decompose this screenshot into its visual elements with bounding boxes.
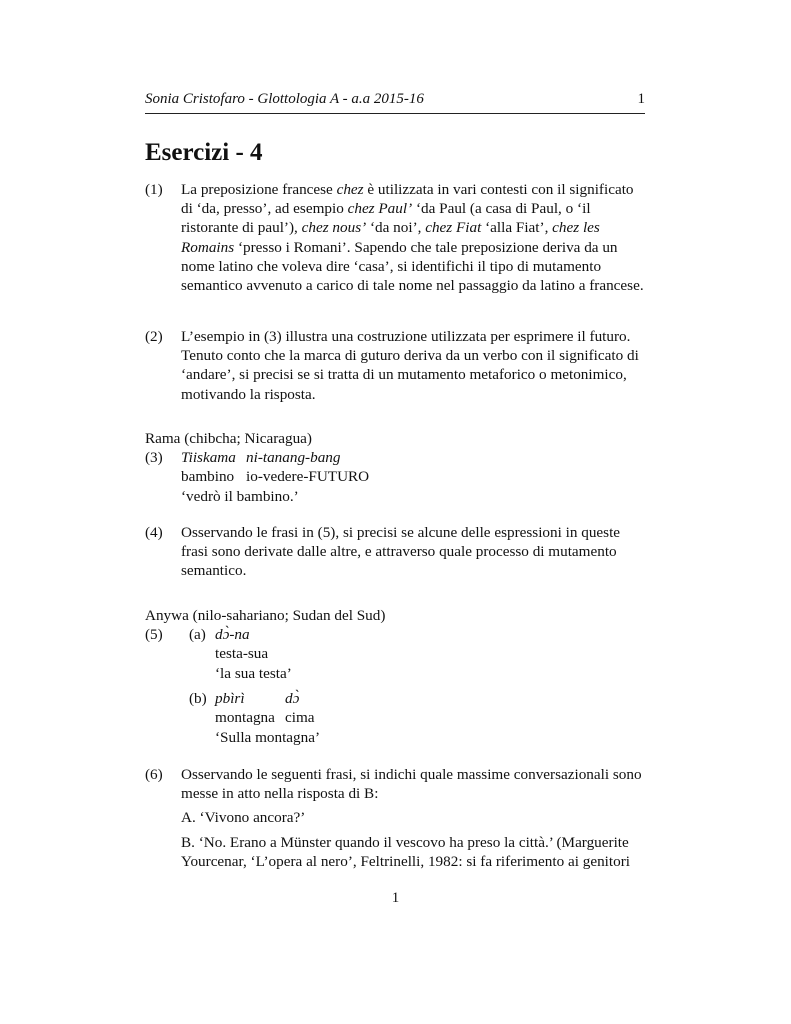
example-3-gloss-1: bambino <box>181 468 235 485</box>
exercise-2-number: (2) <box>145 328 163 345</box>
example-3-word-1: Tiiskama <box>181 449 236 466</box>
exercise-6-number: (6) <box>145 766 163 783</box>
example-5a-word: dɔ̀-na <box>215 626 250 643</box>
language-label-anywa: Anywa (nilo-sahariano; Sudan del Sud) <box>145 607 386 624</box>
example-5b-gloss-1: montagna <box>215 709 275 726</box>
example-5a-translation: ‘la sua testa’ <box>215 665 292 682</box>
example-3-gloss-2: io-vedere-FUTURO <box>246 468 370 485</box>
exercise-6-speaker-a: A. ‘Vivono ancora?’ <box>181 809 306 826</box>
example-5a-gloss: testa-sua <box>215 645 269 662</box>
exercise-2-text: L’esempio in (3) illustra una costruzione utilizzata per esprimere il futuro. Tenuto conto che la marca di guturo deriva da un verbo con il significato di ‘andare’, si precisi se si tratta di un mutamento metaforico o metonimico, motivando la risposta. <box>181 328 639 403</box>
exercise-4-text: Osservando le frasi in (5), si precisi se alcune delle espressioni in queste frasi sono derivate dalle altre, e attraverso quale processo di mutamento semantico. <box>181 524 621 580</box>
example-5b-word-1: pbìrì <box>215 690 245 707</box>
running-header <box>145 91 645 114</box>
example-5b-word-2: dɔ̀ <box>285 690 300 707</box>
exercise-1-text: La preposizione francese chez è utilizzata in vari contesti con il significato di ‘da, presso’, ad esempio chez Paul’ ‘da Paul (a casa di Paul, o ‘il ristorante di paul’), chez nous’ ‘da noi’, chez Fiat ‘alla Fiat’, chez les Romains ‘presso i Romani’. Sapendo che tale preposizione deriva da un nome latino che voleva dire ‘casa’, si identifichi il tipo di mutamento semantico avvenuto a carico di tale nome nel passaggio da latino a francese. <box>181 181 644 295</box>
example-5b-gloss-2: cima <box>285 709 315 726</box>
example-3-translation: ‘vedrò il bambino.’ <box>181 488 299 505</box>
example-3-number: (3) <box>145 449 163 466</box>
example-5-number: (5) <box>145 626 163 643</box>
exercise-6-text: Osservando le seguenti frasi, si indichi quale massime conversazionali sono messe in atto nella risposta di B: <box>181 766 642 803</box>
example-5b-translation: ‘Sulla montagna’ <box>215 729 321 746</box>
example-5a-label: (a) <box>189 626 206 643</box>
language-label-rama: Rama (chibcha; Nicaragua) <box>145 430 312 447</box>
footer-page-number: 1 <box>391 890 400 906</box>
example-3-word-2: ni-tanang-bang <box>246 449 341 466</box>
header-title: Sonia Cristofaro - Glottologia A - a.a 2015-16 <box>145 91 424 107</box>
exercise-6-speaker-b: B. ‘No. Erano a Münster quando il vescovo ha preso la città.’ (Marguerite Yourcenar, ‘L’opera al nero’, Feltrinelli, 1982: si fa riferimento ai genitori <box>181 834 630 871</box>
exercise-1-number: (1) <box>145 181 163 198</box>
exercise-4-number: (4) <box>145 524 163 541</box>
header-page-number: 1 <box>637 91 645 107</box>
example-5b-label: (b) <box>189 690 207 707</box>
page-title: Esercizi - 4 <box>145 139 263 166</box>
